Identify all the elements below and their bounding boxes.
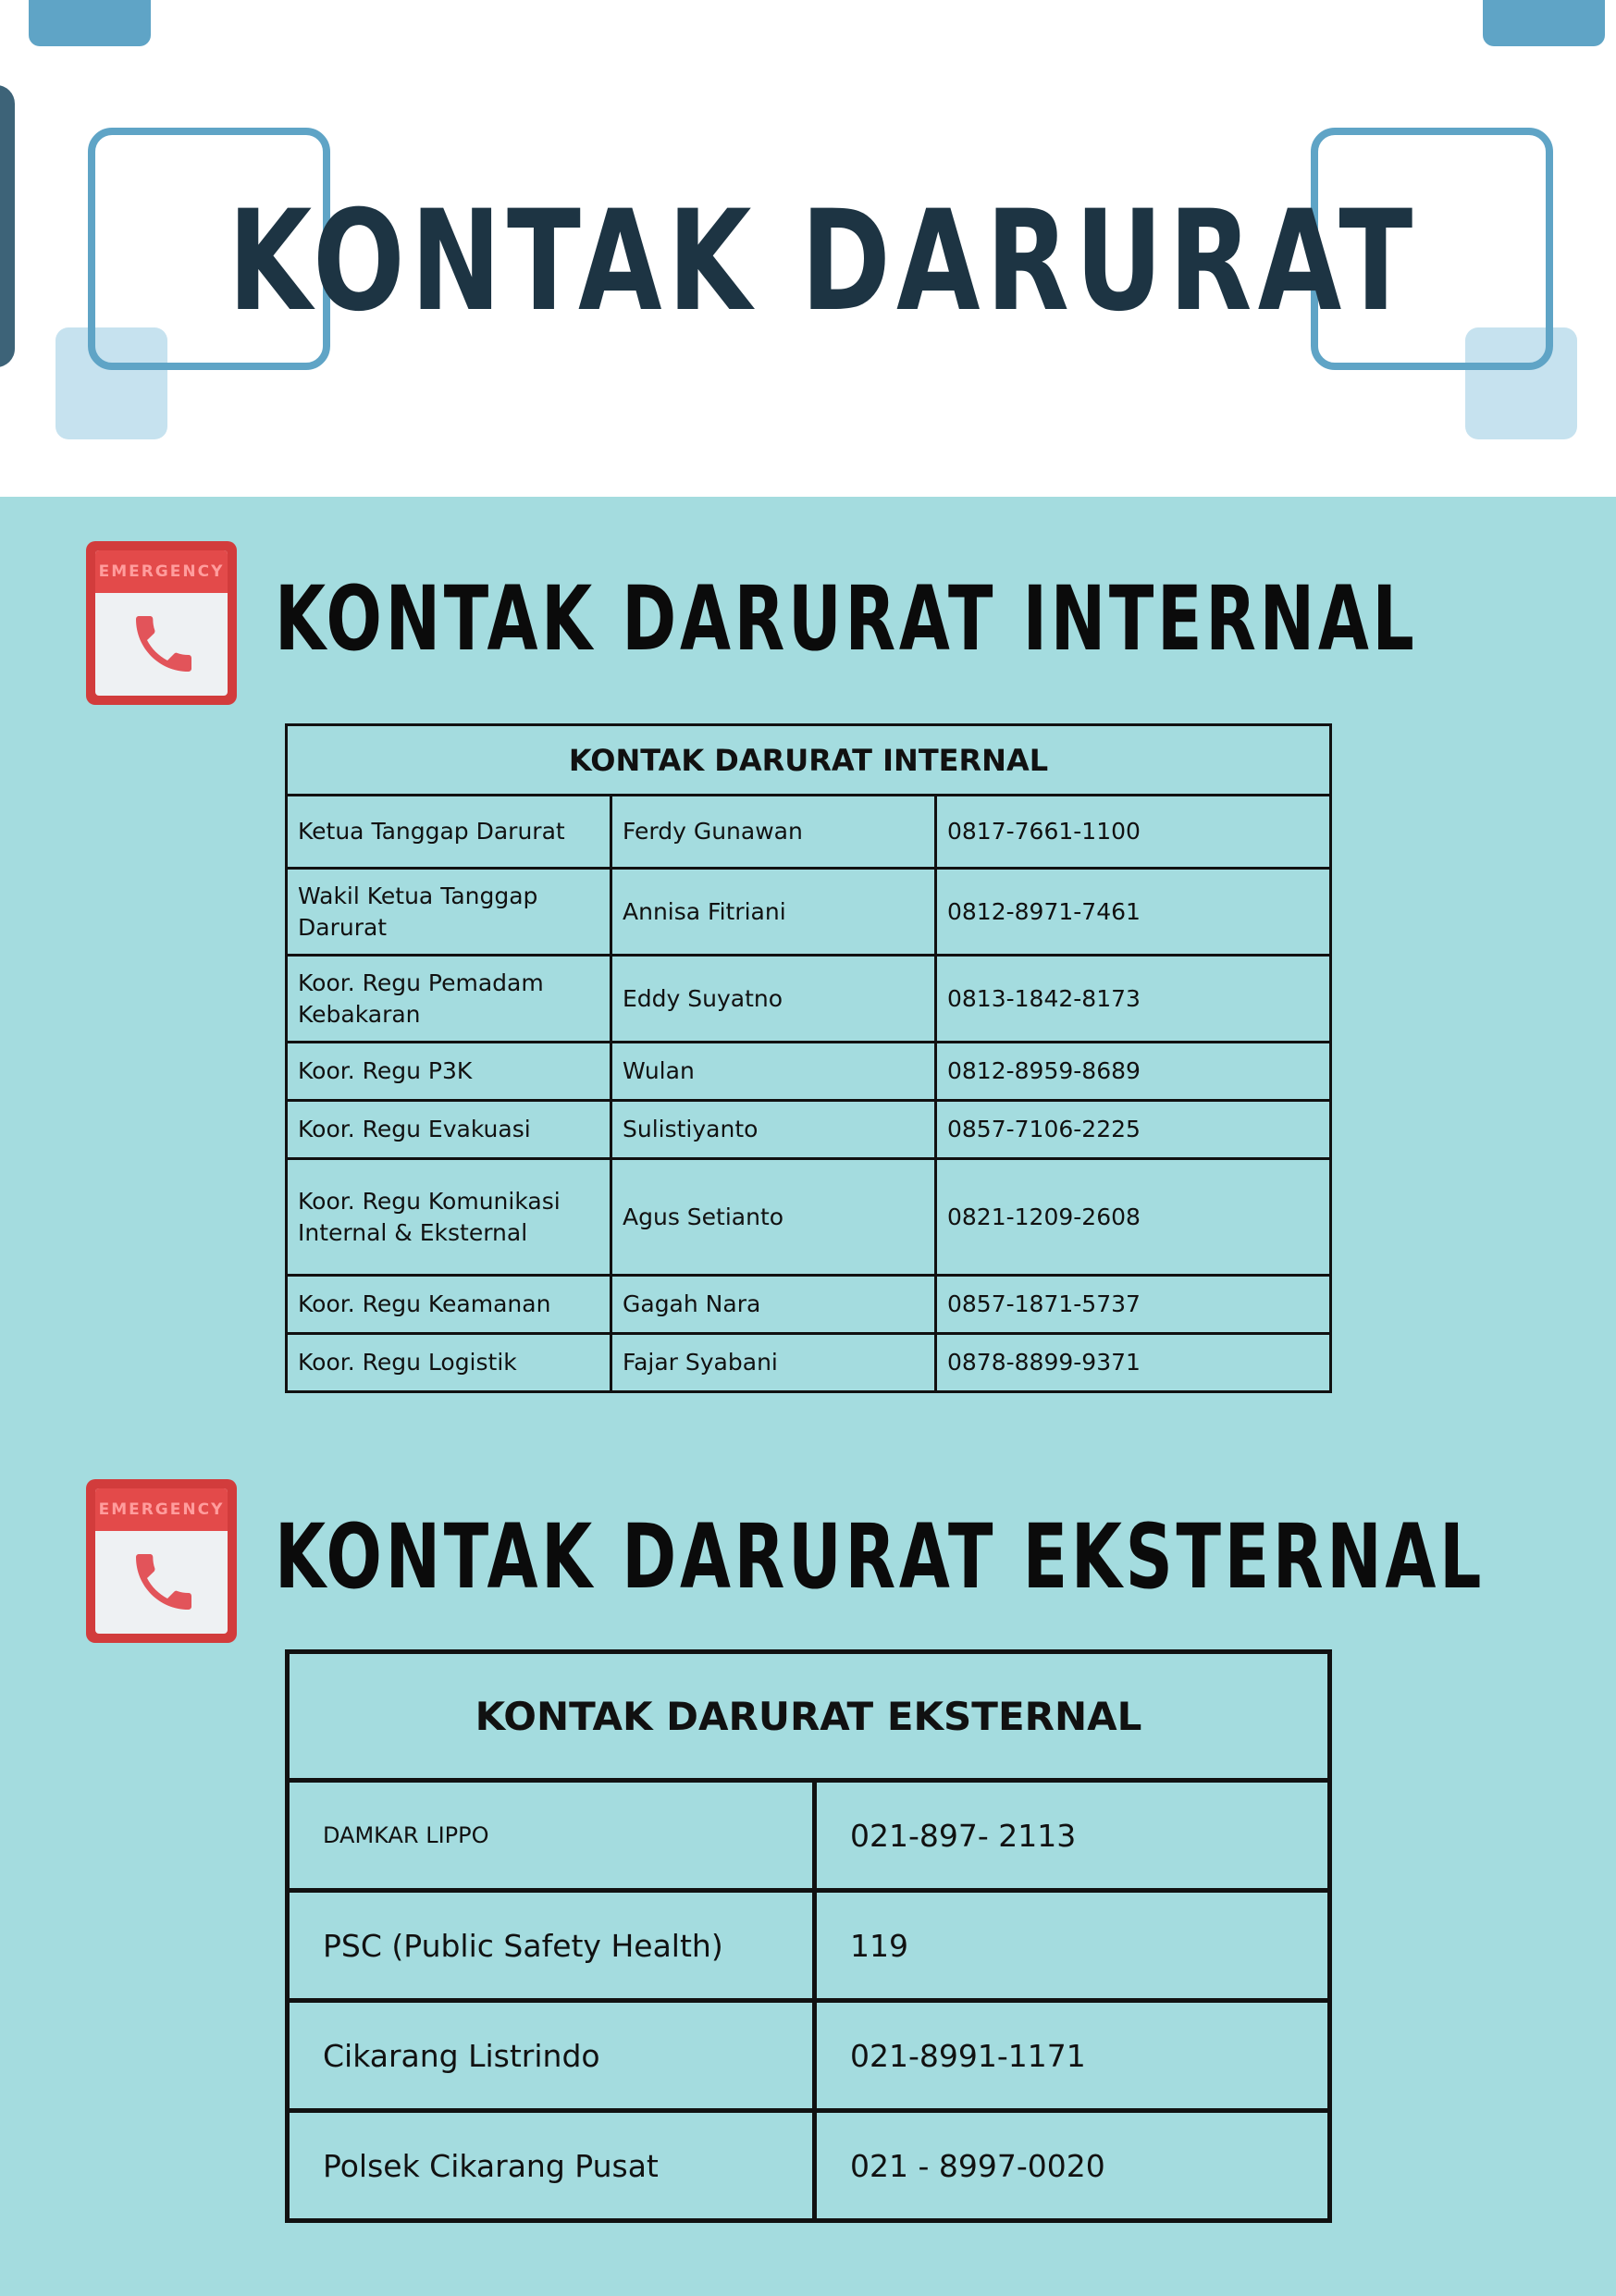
name-cell: Annisa Fitriani — [611, 869, 936, 956]
phone-icon — [127, 602, 201, 685]
external-section-title: KONTAK DARURAT EKSTERNAL — [275, 1505, 1486, 1609]
phone-cell: 0857-1871-5737 — [936, 1276, 1331, 1334]
role-cell: Wakil Ketua Tanggap Darurat — [287, 869, 611, 956]
phone-cell: 0878-8899-9371 — [936, 1334, 1331, 1392]
name-cell: Gagah Nara — [611, 1276, 936, 1334]
phone-cell: 0812-8971-7461 — [936, 869, 1331, 956]
name-cell: Fajar Syabani — [611, 1334, 936, 1392]
external-contacts-table — [285, 1649, 1332, 2223]
phone-cell: 0857-7106-2225 — [936, 1101, 1331, 1159]
table-row — [287, 869, 1331, 956]
internal-contacts-table — [285, 723, 1332, 1393]
name-cell: Agus Setianto — [611, 1159, 936, 1276]
name-cell: Wulan — [611, 1043, 936, 1101]
decor-side-bar — [0, 85, 15, 367]
phone-cell: 0821-1209-2608 — [936, 1159, 1331, 1276]
role-cell: Ketua Tanggap Darurat — [287, 796, 611, 869]
phone-cell: 021-897- 2113 — [815, 1781, 1330, 1891]
table-row — [287, 1159, 1331, 1276]
table-row — [287, 796, 1331, 869]
phone-icon — [127, 1540, 201, 1623]
table-row — [287, 956, 1331, 1043]
table-row — [287, 1101, 1331, 1159]
emergency-phone-icon — [86, 541, 237, 705]
table-row — [287, 1043, 1331, 1101]
table-row — [288, 2111, 1330, 2221]
header-banner — [0, 0, 1616, 497]
table-row — [287, 1334, 1331, 1392]
emergency-icon-label: EMERGENCY — [95, 550, 228, 593]
phone-cell: 021 - 8997-0020 — [815, 2111, 1330, 2221]
agency-cell: DAMKAR LIPPO — [288, 1781, 815, 1891]
phone-cell: 0813-1842-8173 — [936, 956, 1331, 1043]
table-row — [288, 1891, 1330, 2001]
role-cell: Koor. Regu Keamanan — [287, 1276, 611, 1334]
role-cell: Koor. Regu Logistik — [287, 1334, 611, 1392]
external-table-header: KONTAK DARURAT EKSTERNAL — [288, 1652, 1330, 1781]
role-cell: Koor. Regu Pemadam Kebakaran — [287, 956, 611, 1043]
internal-table-header: KONTAK DARURAT INTERNAL — [287, 725, 1331, 796]
role-cell: Koor. Regu P3K — [287, 1043, 611, 1101]
agency-cell: PSC (Public Safety Health) — [288, 1891, 815, 2001]
name-cell: Ferdy Gunawan — [611, 796, 936, 869]
emergency-phone-icon — [86, 1479, 237, 1643]
role-cell: Koor. Regu Komunikasi Internal & Eksternal — [287, 1159, 611, 1276]
table-row — [287, 1276, 1331, 1334]
agency-cell: Polsek Cikarang Pusat — [288, 2111, 815, 2221]
phone-cell: 119 — [815, 1891, 1330, 2001]
phone-cell: 0817-7661-1100 — [936, 796, 1331, 869]
table-row — [288, 1781, 1330, 1891]
name-cell: Sulistiyanto — [611, 1101, 936, 1159]
page-title: KONTAK DARURAT — [228, 180, 1419, 342]
role-cell: Koor. Regu Evakuasi — [287, 1101, 611, 1159]
table-row — [288, 2001, 1330, 2111]
decor-tab-right — [1483, 0, 1605, 46]
internal-section-title: KONTAK DARURAT INTERNAL — [275, 567, 1418, 671]
agency-cell: Cikarang Listrindo — [288, 2001, 815, 2111]
name-cell: Eddy Suyatno — [611, 956, 936, 1043]
emergency-icon-label: EMERGENCY — [95, 1488, 228, 1531]
decor-tab-left — [29, 0, 151, 46]
phone-cell: 0812-8959-8689 — [936, 1043, 1331, 1101]
phone-cell: 021-8991-1171 — [815, 2001, 1330, 2111]
